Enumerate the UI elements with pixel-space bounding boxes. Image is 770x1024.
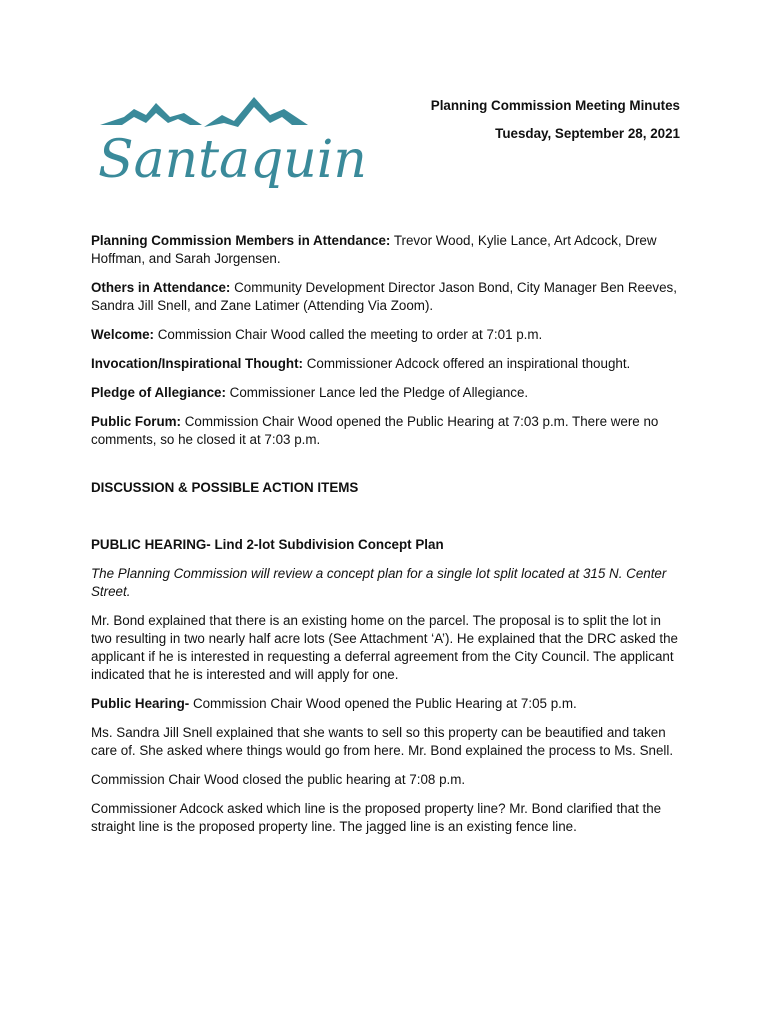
document-title: Planning Commission Meeting Minutes [430,98,680,113]
section-heading: DISCUSSION & POSSIBLE ACTION ITEMS [91,480,359,495]
item-description: The Planning Commission will review a concept plan for a single lot split located at 315 N. Center Street. [91,566,667,599]
item-paragraph: Commission Chair Wood closed the public hearing at 7:08 p.m. [91,772,466,787]
members-attendance: Planning Commission Members in Attendance: Trevor Wood, Kylie Lance, Art Adcock, Drew Hoffman, and Sarah Jorgensen. [91,233,657,266]
document-header [431,92,680,148]
invocation: Invocation/Inspirational Thought: Commissioner Adcock offered an inspirational thought. [91,356,631,371]
santaquin-logo [94,95,367,205]
others-attendance: Others in Attendance: Community Development Director Jason Bond, City Manager Ben Reeves, Sandra Jill Snell, and Zane Latimer (Attending Via Zoom). [91,280,677,313]
mountain-icon [100,103,202,125]
pledge: Pledge of Allegiance: Commissioner Lance led the Pledge of Allegiance. [91,385,529,400]
public-forum: Public Forum: Commission Chair Wood opened the Public Hearing at 7:03 p.m. There were no comments, so he closed it at 7:03 p.m. [91,414,659,447]
meeting-date: Tuesday, September 28, 2021 [495,126,680,141]
item-paragraph: Ms. Sandra Jill Snell explained that she wants to sell so this property can be beautified and taken care of. She asked where things would go from here. Mr. Bond explained the process to Ms. Snell. [91,725,674,758]
item-heading: PUBLIC HEARING- Lind 2-lot Subdivision Concept Plan [91,537,444,552]
welcome: Welcome: Commission Chair Wood called the meeting to order at 7:01 p.m. [91,327,543,342]
logo-wordmark: Santaquin [98,130,367,190]
item-paragraph: Commissioner Adcock asked which line is the proposed property line? Mr. Bond clarified that the straight line is the proposed property line. The jagged line is an existing fence line. [91,801,662,834]
mountain-icon [204,97,308,127]
item-paragraph: Mr. Bond explained that there is an existing home on the parcel. The proposal is to split the lot in two resulting in two nearly half acre lots (See Attachment ‘A’). He explained that the DRC asked the applicant if he is interested in requesting a deferral agreement from the City Council. The applicant indicated that he is interested and will apply for one. [91,613,679,682]
minutes-body [91,232,683,847]
public-hearing: Public Hearing- Commission Chair Wood opened the Public Hearing at 7:05 p.m. [91,696,577,711]
